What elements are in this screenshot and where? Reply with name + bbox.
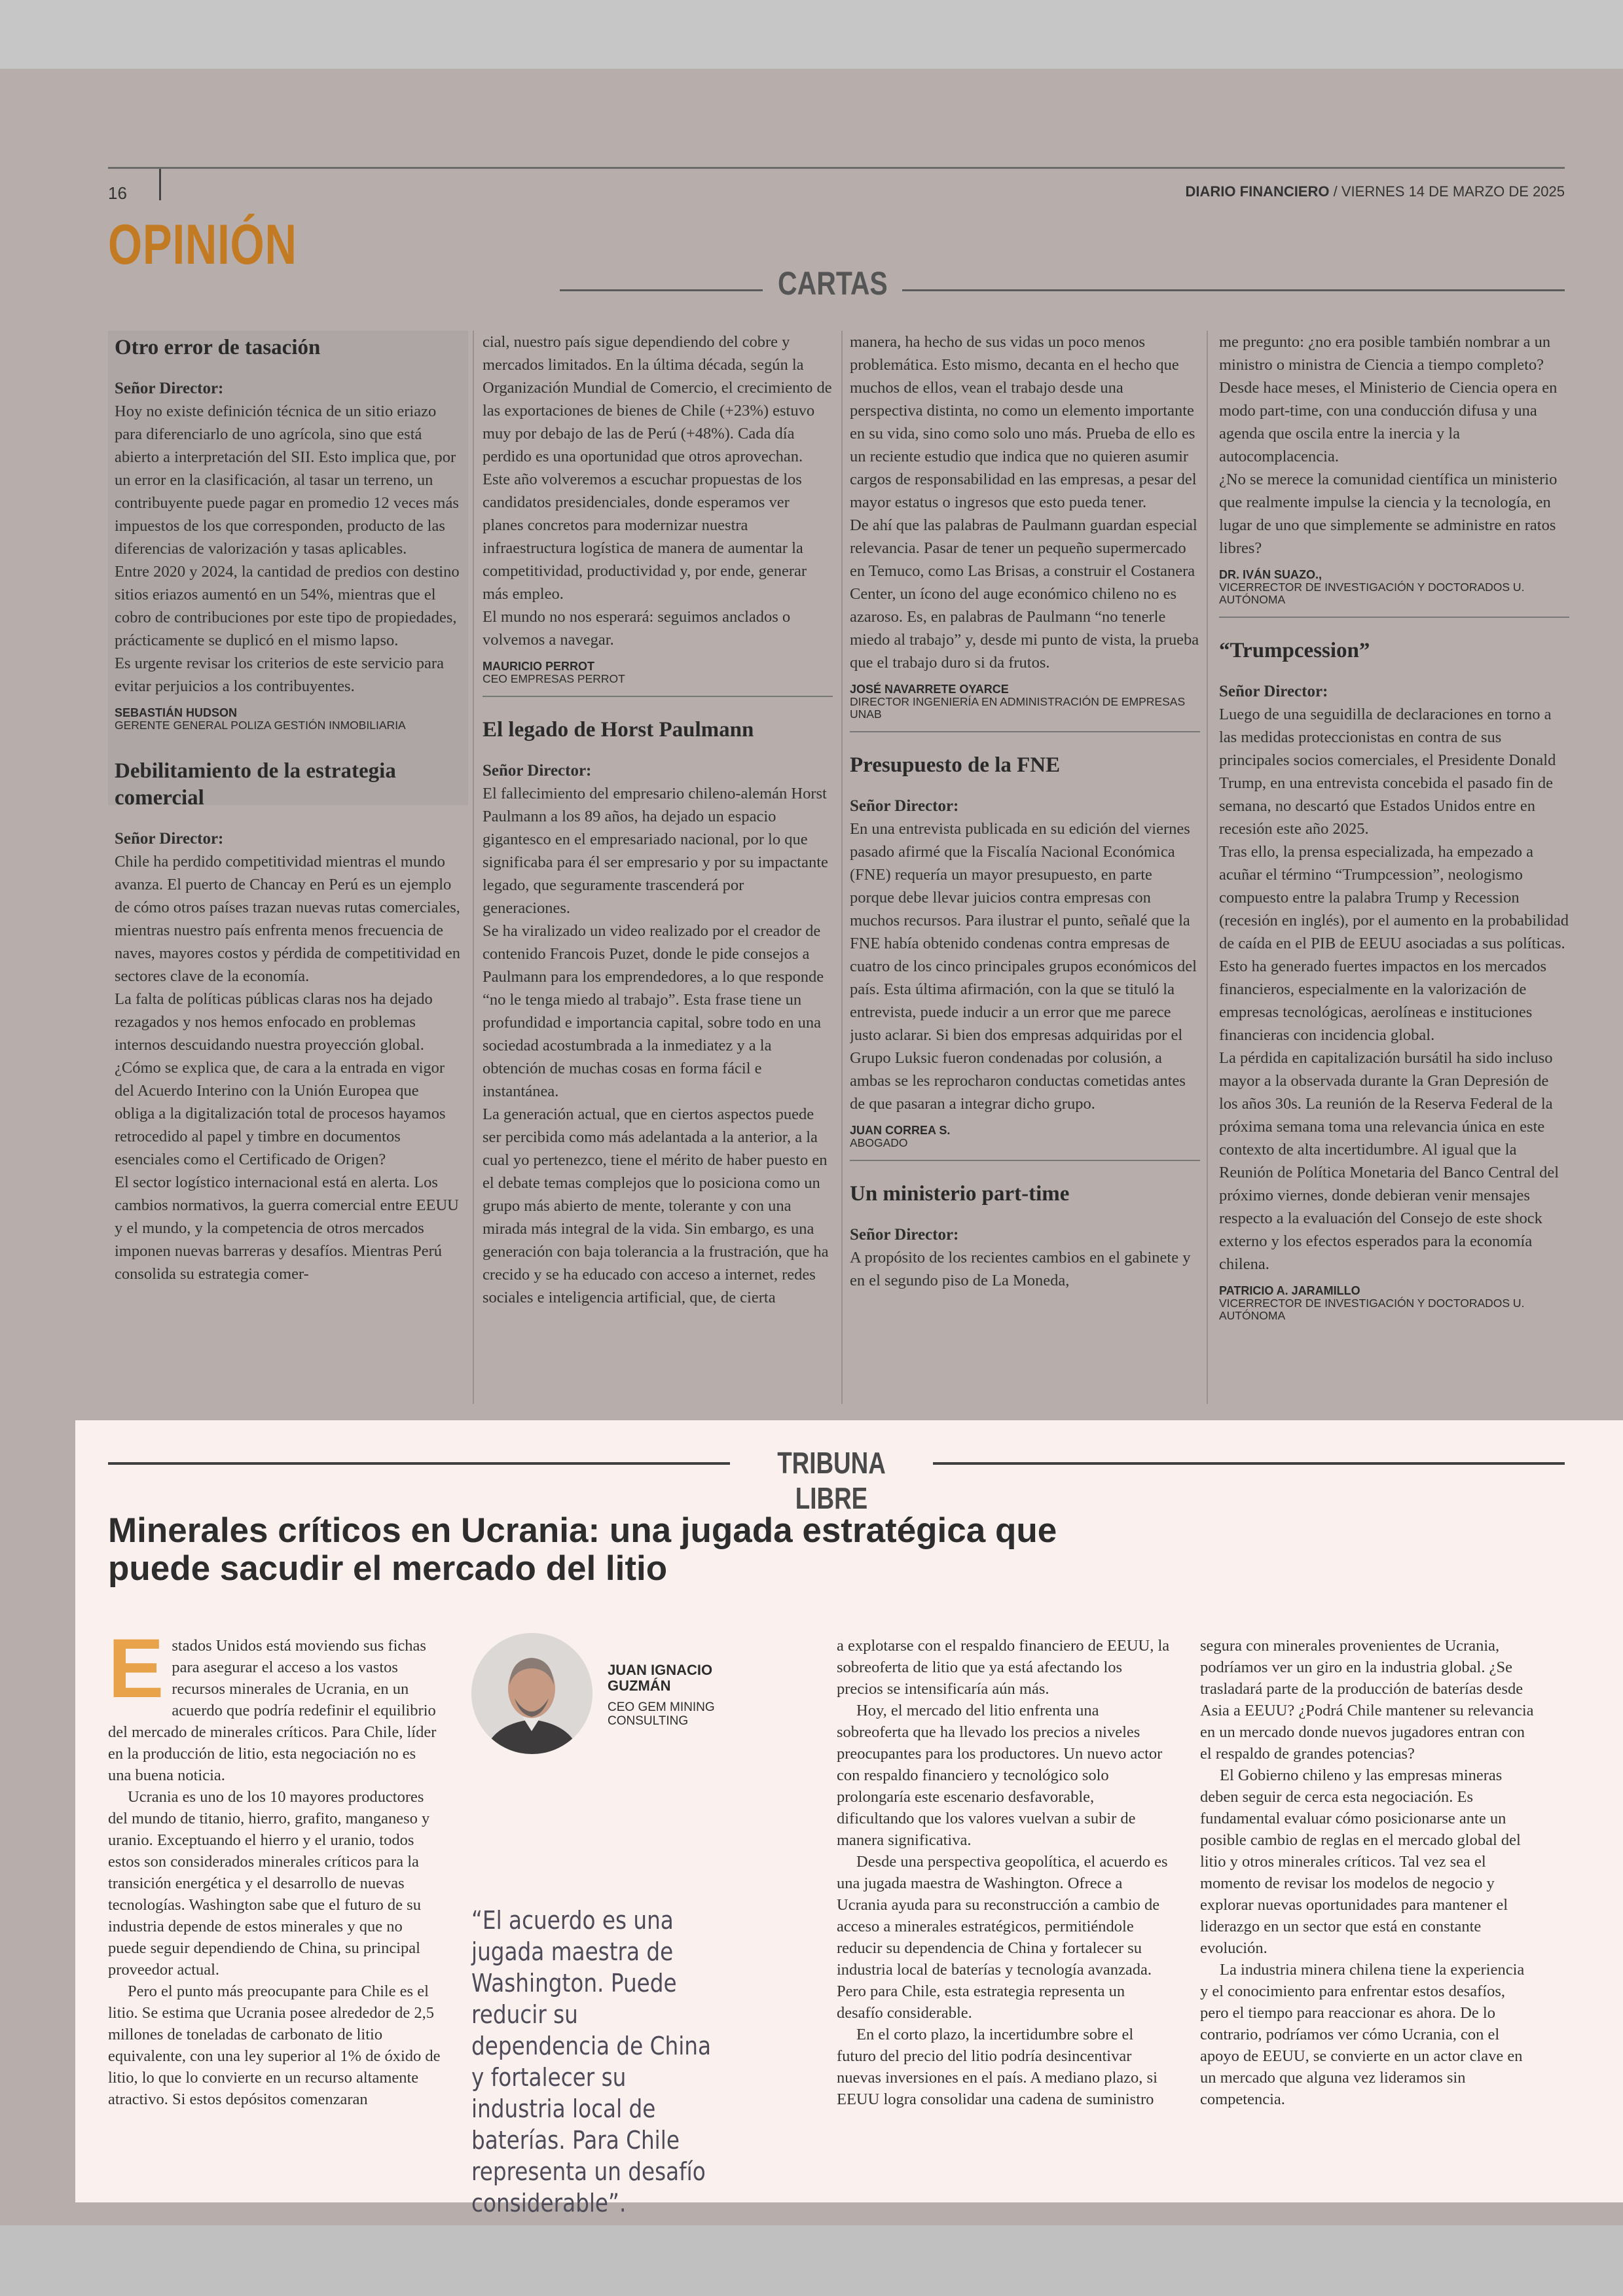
author-role: ABOGADO	[850, 1136, 908, 1149]
letter-title: Debilitamiento de la estrategia comercial	[115, 759, 396, 810]
letter	[850, 752, 1200, 1149]
page-header	[108, 167, 1565, 208]
column-divider	[841, 331, 843, 1404]
letter	[850, 1181, 1200, 1292]
letter-salutation: Señor Director:	[115, 830, 224, 848]
article-paragraph: a explotarse con el respaldo financiero de EEUU, la sobreoferta de litio que ya está afectando los precios se intensificaría aún más.	[837, 1637, 1170, 1698]
tribuna-rule-right	[933, 1462, 1565, 1465]
author-role: GERENTE GENERAL POLIZA GESTIÓN INMOBILIARIA	[115, 719, 406, 732]
letter-paragraph: Entre 2020 y 2024, la cantidad de predios con destino sitios eriazos aumentó en un 54%, mientras que el cobro de contribuciones por este tipo de propiedades, prácticamente se duplicó en el mismo lapso.	[115, 563, 460, 649]
cartas-rule-left	[560, 289, 763, 291]
letter-paragraph: Chile ha perdido competitividad mientras el mundo avanza. El puerto de Chancay en Perú es un ejemplo de cómo otros países trazan nuevas rutas comerciales, mientras nuestro país enfrenta menos frecuencia de naves, mayores costos y pérdida de competitividad en sectores clave de la economía.	[115, 853, 460, 985]
letter-paragraph: La falta de políticas públicas claras nos ha dejado rezagados y nos hemos enfocado en problemas internos descuidando nuestra proyección global. ¿Cómo se explica que, de cara a la entrada en vigor del Acuerdo Interino con la Unión Europea que obliga a la digitalización total de procesos hayamos retrocedido al papel y timbre en documentos esenciales como el Certificado de Origen?	[115, 990, 446, 1168]
author-role: VICERRECTOR DE INVESTIGACIÓN Y DOCTORADOS U. AUTÓNOMA	[1219, 1297, 1525, 1322]
drop-cap: E	[108, 1635, 164, 1715]
letter-salutation: Señor Director:	[850, 1226, 959, 1244]
letter-signature	[483, 660, 833, 685]
letter-paragraph: Luego de una seguidilla de declaraciones en torno a las medidas proteccionistas en contra de sus principales socios comerciales, el Presidente Donald Trump, en una entrevista concebida el pasado fin de semana, no descartó que Estados Unidos entre en recesión este año 2025.	[1219, 706, 1556, 838]
column-divider	[473, 331, 474, 1404]
letter	[483, 717, 833, 1309]
letter-paragraph: En una entrevista publicada en su edición del viernes pasado afirmé que la Fiscalía Nacional Económica (FNE) requería un mayor presupuesto, en parte porque debe llevar juicios contra empresas con muchos recursos. Para ilustrar el punto, señalé que la FNE había obtenido condenas contra empresas de cuatro de los cinco principales grupos económicos del país. Esta última afirmación, con la que se tituló la entrevista, puede inducir a un error que me parece justo aclarar. Si bien dos empresas adquiridas por el Grupo Luksic fueron condenadas por colusión, a ambas se les reprocharon conductas cometidas antes de que pasaran a integrar dicho grupo.	[850, 820, 1197, 1113]
letter-signature	[1219, 1285, 1569, 1322]
letter-divider	[850, 1160, 1200, 1161]
top-margin	[0, 0, 1623, 69]
letter-paragraph: Se ha viralizado un video realizado por el creador de contenido Francois Puzet, donde le pide consejos a Paulmann para los emprendedores, a lo que responde “no le tenga miedo al trabajo”. Esta frase tiene un profundidad e importancia capital, sobre todo en una sociedad acostumbrada a la inmediatez y a la obtención de muchas cosas en forma fácil e instantánea.	[483, 922, 824, 1100]
letter-salutation: Señor Director:	[1219, 683, 1328, 700]
letter-paragraph: La pérdida en capitalización bursátil ha sido incluso mayor a la observada durante la Gran Depresión de los años 30s. La reunión de la Reserva Federal de la próxima semana toma una relevancia única en este contexto de alta incertidumbre. Al igual que la Reunión de Política Monetaria del Banco Central del próximo viernes, donde debieran venir mensajes respecto a la evaluación del Consejo de este shock externo y los efectos esperados para la economía chilena.	[1219, 1049, 1559, 1273]
article-paragraph: Hoy, el mercado del litio enfrenta una sobreoferta que ha llevado los precios a niveles preocupantes para los productores. Un nuevo actor con respaldo financiero y tecnológico solo prolongaría este escenario desfavorable, dificultando que los valores vuelvan a subir de manera significativa.	[837, 1702, 1163, 1849]
article-paragraph: Pero el punto más preocupante para Chile es el litio. Se estima que Ucrania posee alrededor de 2,5 millones de toneladas de carbonato de litio equivalente, con una ley superior al 1% de óxido de litio, lo que lo convierte en un recurso altamente atractivo. Si estos depósitos comenzaran	[108, 1982, 441, 2108]
letter	[115, 334, 462, 732]
letter-paragraph: Hoy no existe definición técnica de un sitio eriazo para diferenciarlo de uno agrícola, sino que está abierto a interpretación del SII. Esto implica que, por un error en la clasificación, al tasar un terreno, un contribuyente puede pagar en promedio 12 veces más impuestos de los que corresponden, producto de las diferencias de valorización y tasas aplicables.	[115, 403, 459, 558]
letter-paragraph: A propósito de los recientes cambios en el gabinete y en el segundo piso de La Moneda,	[850, 1249, 1191, 1289]
author-name: MAURICIO PERROT	[483, 660, 594, 673]
letter-signature	[850, 683, 1200, 721]
letter-signature	[1219, 569, 1569, 606]
letter-signature	[115, 707, 462, 732]
page-number: 16	[108, 183, 127, 203]
letter-paragraph: El mundo no nos esperará: seguimos anclados o volvemos a navegar.	[483, 608, 791, 649]
header-separator	[159, 169, 161, 200]
article-paragraph: Ucrania es uno de los 10 mayores productores del mundo de titanio, hierro, grafito, manganeso y uranio. Exceptuando el hierro y el uranio, todos estos son considerados minerales críticos para la transición energética y el desarrollo de nuevas tecnologías. Washington sabe que el futuro de su industria depende de estos minerales y que no puede seguir dependiendo de China, su principal proveedor actual.	[108, 1788, 430, 1979]
letter-paragraph: ¿No se merece la comunidad científica un ministerio que realmente impulse la ciencia y la tecnología, en lugar de uno que simplemente se administre en ratos libres?	[1219, 471, 1558, 557]
letter-title: “Trumpcession”	[1219, 639, 1370, 662]
letter-paragraph: cial, nuestro país sigue dependiendo del cobre y mercados limitados. En la última década, según la Organización Mundial de Comercio, el crecimiento de las exportaciones de bienes de Chile (+23%) estuvo muy por debajo de las de Perú (+48%). Cada día perdido es una oportunidad que otros aprovechan.	[483, 333, 832, 465]
tribuna-column-1	[108, 1635, 442, 2145]
letter-paragraph: Desde hace meses, el Ministerio de Ciencia opera en modo part-time, con una conducción difusa y una agenda que oscila entre la inercia y la autocomplacencia.	[1219, 379, 1558, 465]
article-paragraph: La industria minera chilena tiene la experiencia y el conocimiento para enfrentar estos desafíos, pero el tiempo para reaccionar es ahora. De lo contrario, podríamos ver cómo Ucrania, con el apoyo de EEUU, se convierte en un actor clave en un mercado que alguna vez lideramos sin competencia.	[1200, 1961, 1525, 2108]
letter-divider	[483, 696, 833, 697]
letter	[115, 758, 462, 1285]
bottom-margin	[0, 2225, 1623, 2296]
letter-salutation: Señor Director:	[115, 380, 224, 397]
letter-signature	[850, 1124, 1200, 1149]
letter-paragraph: me pregunto: ¿no era posible también nombrar a un ministro o ministra de Ciencia a tiempo completo?	[1219, 333, 1551, 374]
letter-paragraph: Este año volveremos a escuchar propuestas de los candidatos presidenciales, donde esperamos ver planes concretos para modernizar nuestra infraestructura logística de manera de aumentar la competitividad, productividad y, por ende, generar más empleo.	[483, 471, 807, 603]
letter-paragraph: La generación actual, que en ciertos aspectos puede ser percibida como más adelantada a la anterior, a la cual yo pertenezco, tiene el mérito de haber puesto en el debate temas complejos que lo posiciona como un grupo más abierto de mente, tolerante y con una mirada más integral de la vida. Sin embargo, es una generación con baja tolerancia a la frustración, que ha crecido y se ha educado con acceso a internet, redes sociales e inteligencia artificial, que, de cierta	[483, 1105, 829, 1306]
letters-column-1	[115, 331, 462, 1404]
letter-paragraph: Tras ello, la prensa especializada, ha empezado a acuñar el término “Trumpcession”, neologismo compuesto entre la palabra Trump y Recession (recesión en inglés), por el aumento en la probabilidad de caída en el PIB de EEUU asociadas a sus políticas. Esto ha generado fuertes impactos en los mercados financieros, especialmente en la valorización de empresas tecnológicas, aerolíneas e instituciones financieras con incidencia global.	[1219, 843, 1569, 1044]
letter-title: El legado de Horst Paulmann	[483, 718, 754, 742]
author-role: VICERRECTOR DE INVESTIGACIÓN Y DOCTORADOS U. AUTÓNOMA	[1219, 581, 1525, 606]
author-role: CEO EMPRESAS PERROT	[483, 672, 625, 685]
letters-column-3	[850, 331, 1200, 1404]
letter	[1219, 637, 1569, 1322]
author-name: JUAN CORREA S.	[850, 1124, 951, 1137]
letter-paragraph: El sector logístico internacional está en alerta. Los cambios normativos, la guerra comercial entre EEUU y el mundo, y la competencia de otros mercados imponen nuevas barreras y desafíos. Mientras Perú consolida su estrategia comer-	[115, 1174, 459, 1283]
subsection-title: CARTAS	[778, 265, 888, 302]
masthead-name: DIARIO FINANCIERO	[1185, 183, 1330, 200]
author-block	[608, 1662, 778, 1728]
author-role: CEO GEM MINING CONSULTING	[608, 1700, 715, 1728]
author-avatar	[471, 1633, 593, 1754]
letter-title: Otro error de tasación	[115, 336, 321, 359]
tribuna-rule-left	[108, 1462, 730, 1465]
letter-title: Un ministerio part-time	[850, 1182, 1070, 1206]
author-name: JUAN IGNACIO GUZMÁN	[608, 1662, 713, 1694]
tribuna-headline: Minerales críticos en Ucrania: una jugada estratégica que puede sacudir el mercado del litio	[108, 1511, 1057, 1588]
letter-divider	[1219, 617, 1569, 618]
letter-divider	[850, 731, 1200, 732]
letter-salutation: Señor Director:	[850, 797, 959, 815]
pull-quote: “El acuerdo es una jugada maestra de Washington. Puede reducir su dependencia de China y fortalecer su industria local de baterías. Para Chile representa un desafío considerable”.	[471, 1906, 712, 2217]
letter-paragraph: manera, ha hecho de sus vidas un poco menos problemática. Esto mismo, decanta en el hecho que muchos de ellos, vean el trabajo desde una perspectiva distinta, no como un elemento importante en su vida, sino como solo uno más. Prueba de ello es un reciente estudio que indica que no quieren asumir cargos de responsabilidad en las empresas, a pesar del mayor estatus o ingresos que esto pueda tener.	[850, 333, 1197, 511]
letter-title: Presupuesto de la FNE	[850, 753, 1061, 777]
article-paragraph: El Gobierno chileno y las empresas mineras deben seguir de cerca esta negociación. Es fundamental evaluar cómo posicionarse ante un posible cambio de reglas en el mercado global del litio y otros minerales críticos. Tal vez sea el momento de revisar los modelos de negocio y explorar nuevas oportunidades para mantener el liderazgo en un sector que está en constante evolución.	[1200, 1767, 1521, 1957]
issue-date: / VIERNES 14 DE MARZO DE 2025	[1333, 183, 1565, 200]
article-paragraph: Desde una perspectiva geopolítica, el acuerdo es una jugada maestra de Washington. Ofrece a Ucrania ayuda para su reconstrucción a cambio de acceso a minerales estratégicos, permitiéndole reducir su dependencia de China y fortalecer su industria local de baterías y tecnología avanzada. Pero para Chile, esta estrategia representa un desafío considerable.	[837, 1853, 1168, 2022]
masthead	[1186, 183, 1565, 200]
letter-paragraph: El fallecimiento del empresario chileno-alemán Horst Paulmann a los 89 años, ha dejado un espacio gigantesco en el empresariado nacional, por lo que significaba para él ser empresario y por su impactante legado, que seguramente trascenderá por generaciones.	[483, 785, 828, 917]
letters-column-4	[1219, 331, 1569, 1404]
letter-paragraph: Es urgente revisar los criterios de este servicio para evitar perjuicios a los contribuyentes.	[115, 655, 444, 695]
letter-paragraph: De ahí que las palabras de Paulmann guardan especial relevancia. Pasar de tener un pequeño supermercado en Temuco, como Las Brisas, a construir el Costanera Center, un ícono del auge económico chileno no es azaroso. Es, en palabras de Paulmann “no tenerle miedo al trabajo” y, desde mi punto de vista, la prueba que el trabajo duro si da frutos.	[850, 516, 1199, 672]
section-title: OPINIÓN	[108, 213, 297, 276]
author-portrait-icon	[471, 1633, 593, 1754]
author-name: SEBASTIÁN HUDSON	[115, 706, 238, 719]
author-role: DIRECTOR INGENIERÍA EN ADMINISTRACIÓN DE EMPRESAS UNAB	[850, 695, 1186, 721]
author-name: DR. IVÁN SUAZO.,	[1219, 568, 1322, 581]
letters-column-2	[483, 331, 833, 1404]
cartas-rule-right	[902, 289, 1565, 291]
article-paragraph: En el corto plazo, la incertidumbre sobre el futuro del precio del litio podría desincentivar nuevas inversiones en el país. A mediano plazo, si EEUU logra consolidar una cadena de suministro	[837, 2026, 1158, 2108]
tribuna-label: TRIBUNA LIBRE	[777, 1446, 886, 1515]
column-divider	[1207, 331, 1208, 1404]
letter-salutation: Señor Director:	[483, 762, 592, 780]
author-name: PATRICIO A. JARAMILLO	[1219, 1284, 1360, 1297]
tribuna-column-3	[837, 1635, 1171, 2145]
tribuna-column-4	[1200, 1635, 1534, 2145]
article-paragraph: stados Unidos está moviendo sus fichas para asegurar el acceso a los vastos recursos minerales de Ucrania, en un acuerdo que podría redefinir el equilibrio del mercado de minerales críticos. Para Chile, líder en la producción de litio, esta negociación no es una buena noticia.	[108, 1637, 437, 1784]
author-name: JOSÉ NAVARRETE OYARCE	[850, 683, 1009, 696]
article-paragraph: segura con minerales provenientes de Ucrania, podríamos ver un giro en la industria global. ¿Se trasladará parte de la producción de baterías desde Asia a EEUU? ¿Podrá Chile mantener su relevancia en un mercado donde nuevos jugadores entran con el respaldo de grandes potencias?	[1200, 1637, 1534, 1763]
